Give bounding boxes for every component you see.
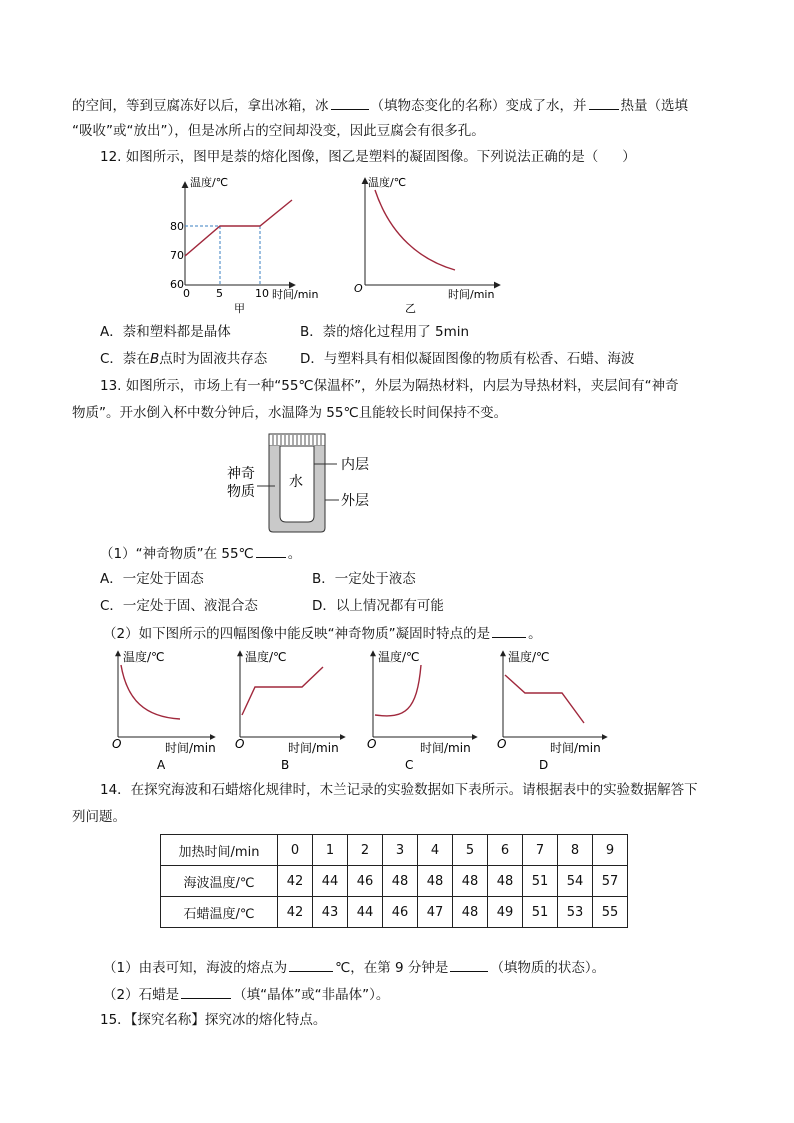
table-cell: 46 — [348, 866, 383, 897]
jia-xtick-10: 10 — [255, 287, 269, 300]
table-cell: 48 — [453, 897, 488, 928]
q14-crystal-blank[interactable] — [181, 984, 231, 999]
table-cell: 42 — [278, 866, 313, 897]
table-cell: 51 — [523, 866, 558, 897]
table-cell: 57 — [593, 866, 628, 897]
jia-xtick-0: 0 — [183, 287, 190, 300]
graph-c-xlabel: 时间/min — [420, 741, 471, 755]
table-cell: 7 — [523, 835, 558, 866]
graph-a-xlabel: 时间/min — [165, 741, 216, 755]
graph-c-label: C — [405, 758, 414, 772]
q13-option-a[interactable]: A．一定处于固态 — [100, 571, 204, 587]
graph-a-origin: O — [112, 737, 122, 751]
q15-stem: 15．【探究名称】探究冰的熔化特点。 — [100, 1012, 327, 1028]
graph-b-xlabel: 时间/min — [288, 741, 339, 755]
q12-option-c[interactable]: C．萘在B点时为固液共存态 — [100, 351, 268, 367]
chart-yi — [350, 170, 510, 320]
graph-d-origin: O — [497, 737, 507, 751]
q14-sub2: （2）石蜡是 （填“晶体”或“非晶体”）。 — [103, 984, 389, 1004]
table-cell: 42 — [278, 897, 313, 928]
intro-line-1: 的空间，等到豆腐冻好以后，拿出冰箱，冰 （填物态变化的名称）变成了水，并 热量（选填 — [72, 95, 688, 115]
table-row-time — [161, 835, 628, 866]
table-cell: 48 — [418, 866, 453, 897]
blank-phase-change[interactable] — [331, 95, 369, 110]
graph-d-xlabel: 时间/min — [550, 741, 601, 755]
table-cell: 47 — [418, 897, 453, 928]
blank-heat[interactable] — [589, 95, 619, 110]
graph-c[interactable] — [367, 649, 477, 772]
table-cell: 6 — [488, 835, 523, 866]
cup-label-inner: 内层 — [341, 457, 369, 473]
table-cell: 48 — [453, 866, 488, 897]
table-cell: 51 — [523, 897, 558, 928]
jia-curve — [185, 200, 292, 256]
table-cell: 44 — [313, 866, 348, 897]
q14-melting-point-blank[interactable] — [289, 957, 333, 972]
intro-line-2: “吸收”或“放出”），但是冰所占的空间却没变，因此豆腐会有很多孔。 — [72, 123, 485, 139]
table-cell: 1 — [313, 835, 348, 866]
cup-water-label: 水 — [289, 474, 303, 490]
table-cell: 48 — [488, 866, 523, 897]
q13-option-b[interactable]: B．一定处于液态 — [312, 571, 416, 587]
yi-ylabel: 温度/℃ — [368, 176, 407, 189]
graph-d[interactable] — [497, 649, 607, 772]
table-cell: 4 — [418, 835, 453, 866]
q14-sub1: （1）由表可知，海波的熔点为 ℃，在第 9 分钟是 （填物质的状态）。 — [103, 957, 605, 977]
q12-stem: 12. 如图所示，图甲是萘的熔化图像，图乙是塑料的凝固图像。下列说法正确的是（ ） — [100, 149, 636, 165]
table-cell: 46 — [383, 897, 418, 928]
graph-c-ylabel: 温度/℃ — [378, 650, 420, 664]
table-cell: 5 — [453, 835, 488, 866]
jia-ytick-60: 60 — [170, 278, 184, 291]
table-cell: 48 — [383, 866, 418, 897]
graph-d-label: D — [539, 758, 549, 772]
jia-ytick-80: 80 — [170, 220, 184, 233]
jia-ylabel: 温度/℃ — [190, 176, 229, 189]
jia-xlabel: 时间/min — [272, 288, 319, 301]
q13-graphs — [105, 645, 625, 775]
q13-stem-2: 物质”。开水倒入杯中数分钟后，水温降为 55℃且能较长时间保持不变。 — [72, 405, 508, 421]
cup-diagram — [225, 430, 385, 535]
q14-data-table — [160, 834, 628, 928]
table-cell: 43 — [313, 897, 348, 928]
q12-option-b[interactable]: B．萘的熔化过程用了 5min — [300, 324, 470, 340]
yi-caption: 乙 — [405, 302, 416, 315]
table-header-time: 加热时间/min — [161, 835, 278, 866]
table-cell: 0 — [278, 835, 313, 866]
table-cell: 8 — [558, 835, 593, 866]
q14-stem-1: 14．在探究海波和石蜡熔化规律时，木兰记录的实验数据如下表所示。请根据表中的实验数据解答下 — [100, 782, 698, 798]
table-cell: 9 — [593, 835, 628, 866]
cup-label-outer: 外层 — [341, 493, 369, 509]
q13-option-c[interactable]: C．一定处于固、液混合态 — [100, 598, 258, 614]
table-cell: 44 — [348, 897, 383, 928]
jia-caption: 甲 — [234, 302, 245, 315]
graph-c-origin: O — [367, 737, 377, 751]
table-header-haibo: 海波温度/℃ — [161, 866, 278, 897]
table-cell: 2 — [348, 835, 383, 866]
table-cell: 53 — [558, 897, 593, 928]
jia-ytick-70: 70 — [170, 249, 184, 262]
graph-b-origin: O — [235, 737, 245, 751]
graph-b-label: B — [281, 758, 290, 772]
graph-a-label: A — [157, 758, 166, 772]
graph-b-ylabel: 温度/℃ — [245, 650, 287, 664]
graph-a-ylabel: 温度/℃ — [123, 650, 165, 664]
yi-curve — [375, 190, 455, 270]
table-header-shila: 石蜡温度/℃ — [161, 897, 278, 928]
yi-origin: O — [354, 282, 363, 295]
q13-option-d[interactable]: D．以上情况都有可能 — [312, 598, 444, 614]
table-row-haibo — [161, 866, 628, 897]
q12-option-a[interactable]: A．萘和塑料都是晶体 — [100, 324, 231, 340]
cup-label-magic-1: 神奇 — [227, 466, 255, 482]
table-cell: 54 — [558, 866, 593, 897]
graph-a[interactable] — [112, 649, 216, 772]
q12-option-d[interactable]: D．与塑料具有相似凝固图像的物质有松香、石蜡、海波 — [300, 351, 635, 367]
graph-d-ylabel: 温度/℃ — [508, 650, 550, 664]
yi-xlabel: 时间/min — [448, 288, 495, 301]
chart-jia — [160, 170, 340, 320]
table-cell: 55 — [593, 897, 628, 928]
graph-b[interactable] — [235, 649, 345, 772]
q14-stem-2: 列问题。 — [72, 809, 126, 825]
q13-sub1-blank[interactable] — [256, 543, 286, 558]
q13-sub2-blank[interactable] — [492, 623, 526, 638]
table-cell: 49 — [488, 897, 523, 928]
q14-state-blank[interactable] — [450, 957, 488, 972]
table-cell: 3 — [383, 835, 418, 866]
jia-xtick-5: 5 — [216, 287, 223, 300]
q13-stem-1: 13. 如图所示，市场上有一种“55℃保温杯”，外层为隔热材料，内层为导热材料，夹层间有“神奇 — [100, 378, 679, 394]
table-row-shila — [161, 897, 628, 928]
q13-sub2: （2）如下图所示的四幅图像中能反映“神奇物质”凝固时特点的是 。 — [103, 623, 542, 643]
cup-label-magic-2: 物质 — [227, 484, 255, 500]
q13-sub1: （1）“神奇物质”在 55℃ 。 — [100, 543, 301, 563]
